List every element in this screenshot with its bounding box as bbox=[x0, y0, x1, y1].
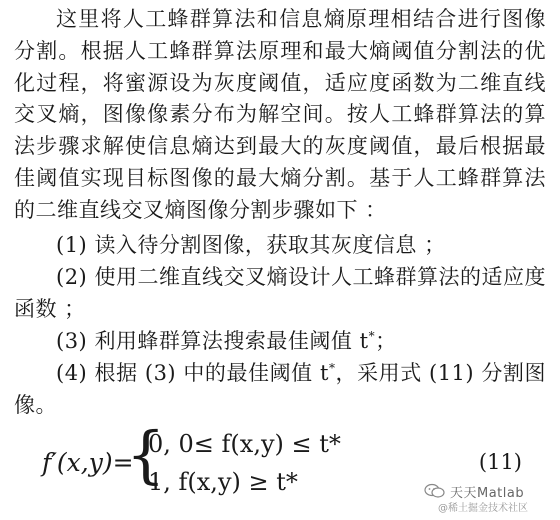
superscript-star: * bbox=[368, 328, 376, 343]
equation-lhs: f′(x,y)= bbox=[42, 448, 134, 477]
step-text: 根据 (3) 中的最佳阈值 t bbox=[94, 360, 329, 385]
step-text: 利用蜂群算法搜索最佳阈值 t bbox=[94, 328, 369, 353]
left-brace: { bbox=[126, 418, 166, 491]
equation-number: (11) bbox=[478, 450, 522, 474]
step-number: (3) bbox=[56, 328, 88, 353]
step-tail: ，采用式 (11) 分割图像。 bbox=[14, 360, 546, 417]
intro-paragraph: 这里将人工蜂群算法和信息熵原理相结合进行图像分割。根据人工蜂群算法原理和最大熵阈值分割法的优化过程，将蜜源设为灰度阈值，适应度函数为二维直线交叉熵，图像像素分布为解空间。按人工蜂群算法的算法步骤求解使信息熵达到最大的灰度阈值，最后根据最佳阈值实现目标图像的最大熵分割。基于人工蜂群算法的二维直线交叉熵图像分割步骤如下 ： bbox=[14, 7, 546, 222]
watermark bbox=[424, 482, 552, 514]
step-number: (1) bbox=[56, 232, 88, 257]
step-text: 使用二维直线交叉熵设计人工蜂群算法的适应度函数 ； bbox=[14, 264, 546, 321]
equation-case-2: 1, f(x,y) ≥ t* bbox=[148, 468, 298, 496]
step-text: 读入待分割图像，获取其灰度信息 ； bbox=[94, 232, 446, 257]
step-item-2 bbox=[14, 261, 546, 325]
watermark-subtitle: @稀土掘金技术社区 bbox=[438, 503, 528, 514]
step-item-1 bbox=[14, 229, 546, 261]
superscript-star: * bbox=[328, 360, 336, 375]
equation-case-1: 0, 0≤ f(x,y) ≤ t* bbox=[148, 430, 341, 458]
step-number: (2) bbox=[56, 264, 88, 289]
watermark-title: 天天Matlab bbox=[450, 486, 525, 501]
document-body bbox=[14, 4, 546, 421]
step-tail: ； bbox=[375, 328, 397, 353]
step-item-3 bbox=[14, 325, 546, 357]
step-item-4 bbox=[14, 357, 546, 421]
step-number: (4) bbox=[56, 360, 88, 385]
